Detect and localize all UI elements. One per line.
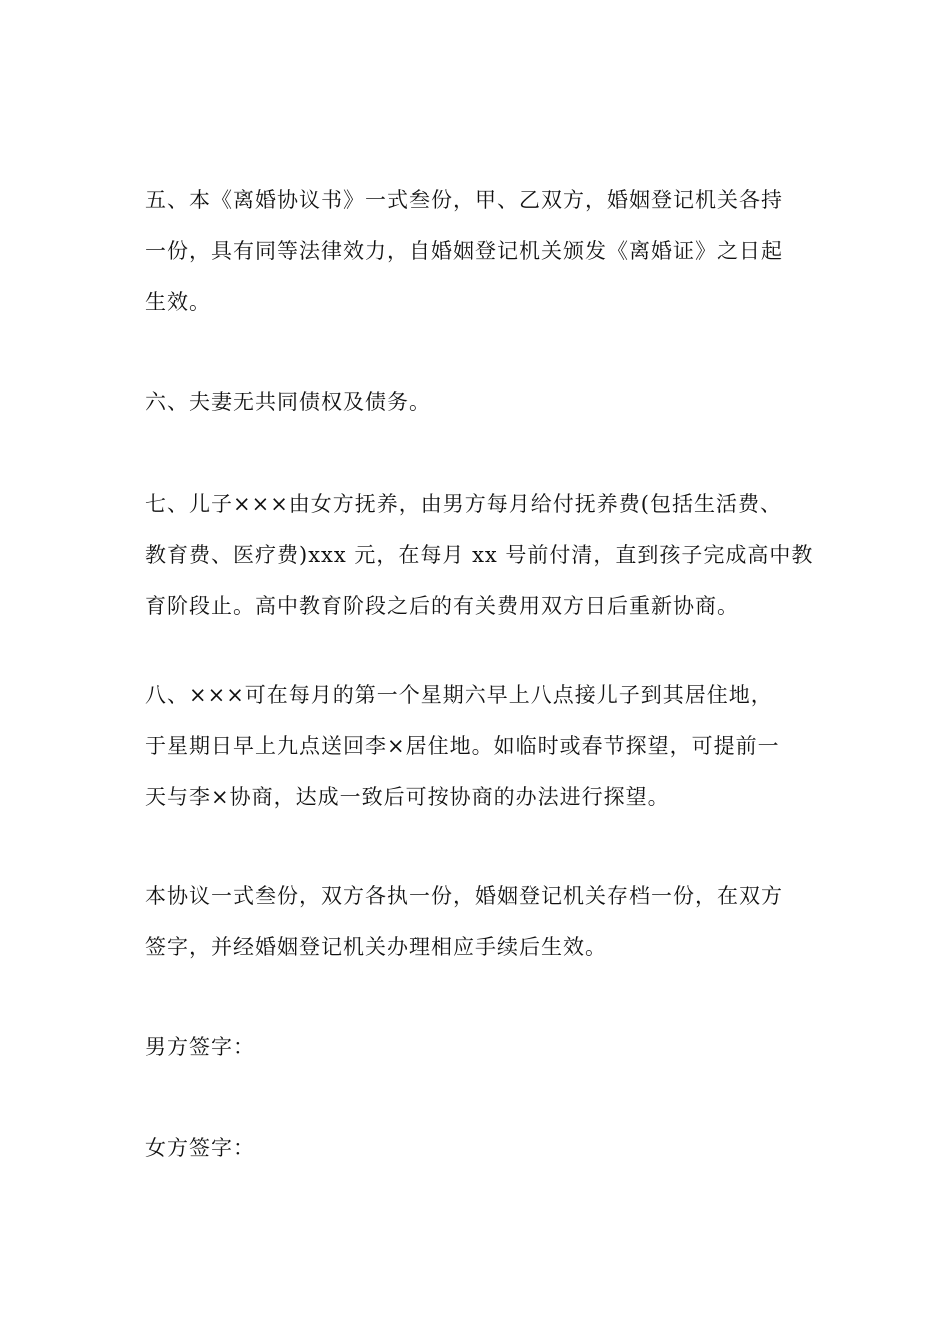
text-line: 天与李×协商，达成一致后可按协商的办法进行探望。 [145, 785, 670, 809]
text-line: 一份，具有同等法律效力，自婚姻登记机关颁发《离婚证》之日起 [145, 239, 783, 263]
text-line: 生效。 [145, 290, 211, 314]
text-line: 六、夫妻无共同债权及债务。 [145, 390, 431, 414]
text-line: 女方签字： [145, 1136, 255, 1160]
clause-eight [145, 670, 810, 823]
text-line: 签字，并经婚姻登记机关办理相应手续后生效。 [145, 935, 607, 959]
text-line: 男方签字： [145, 1035, 255, 1059]
text-line: 于星期日早上九点送回李×居住地。如临时或春节探望，可提前一 [145, 734, 780, 758]
text-line: 育阶段止。高中教育阶段之后的有关费用双方日后重新协商。 [145, 594, 739, 618]
female-signature-label [145, 1123, 810, 1174]
clause-five [145, 175, 810, 328]
clause-seven [145, 479, 814, 632]
clause-six [145, 377, 810, 428]
closing-clause [145, 871, 810, 973]
text-line: 本协议一式叁份，双方各执一份，婚姻登记机关存档一份，在双方 [145, 884, 783, 908]
text-line: 教育费、医疗费)xxx 元，在每月 xx 号前付清，直到孩子完成高中教 [145, 543, 814, 567]
text-line: 七、儿子×××由女方抚养，由男方每月给付抚养费(包括生活费、 [145, 492, 782, 516]
text-line: 五、本《离婚协议书》一式叁份，甲、乙双方，婚姻登记机关各持 [145, 188, 783, 212]
text-line: 八、×××可在每月的第一个星期六早上八点接儿子到其居住地， [145, 683, 773, 707]
male-signature-label [145, 1022, 810, 1073]
